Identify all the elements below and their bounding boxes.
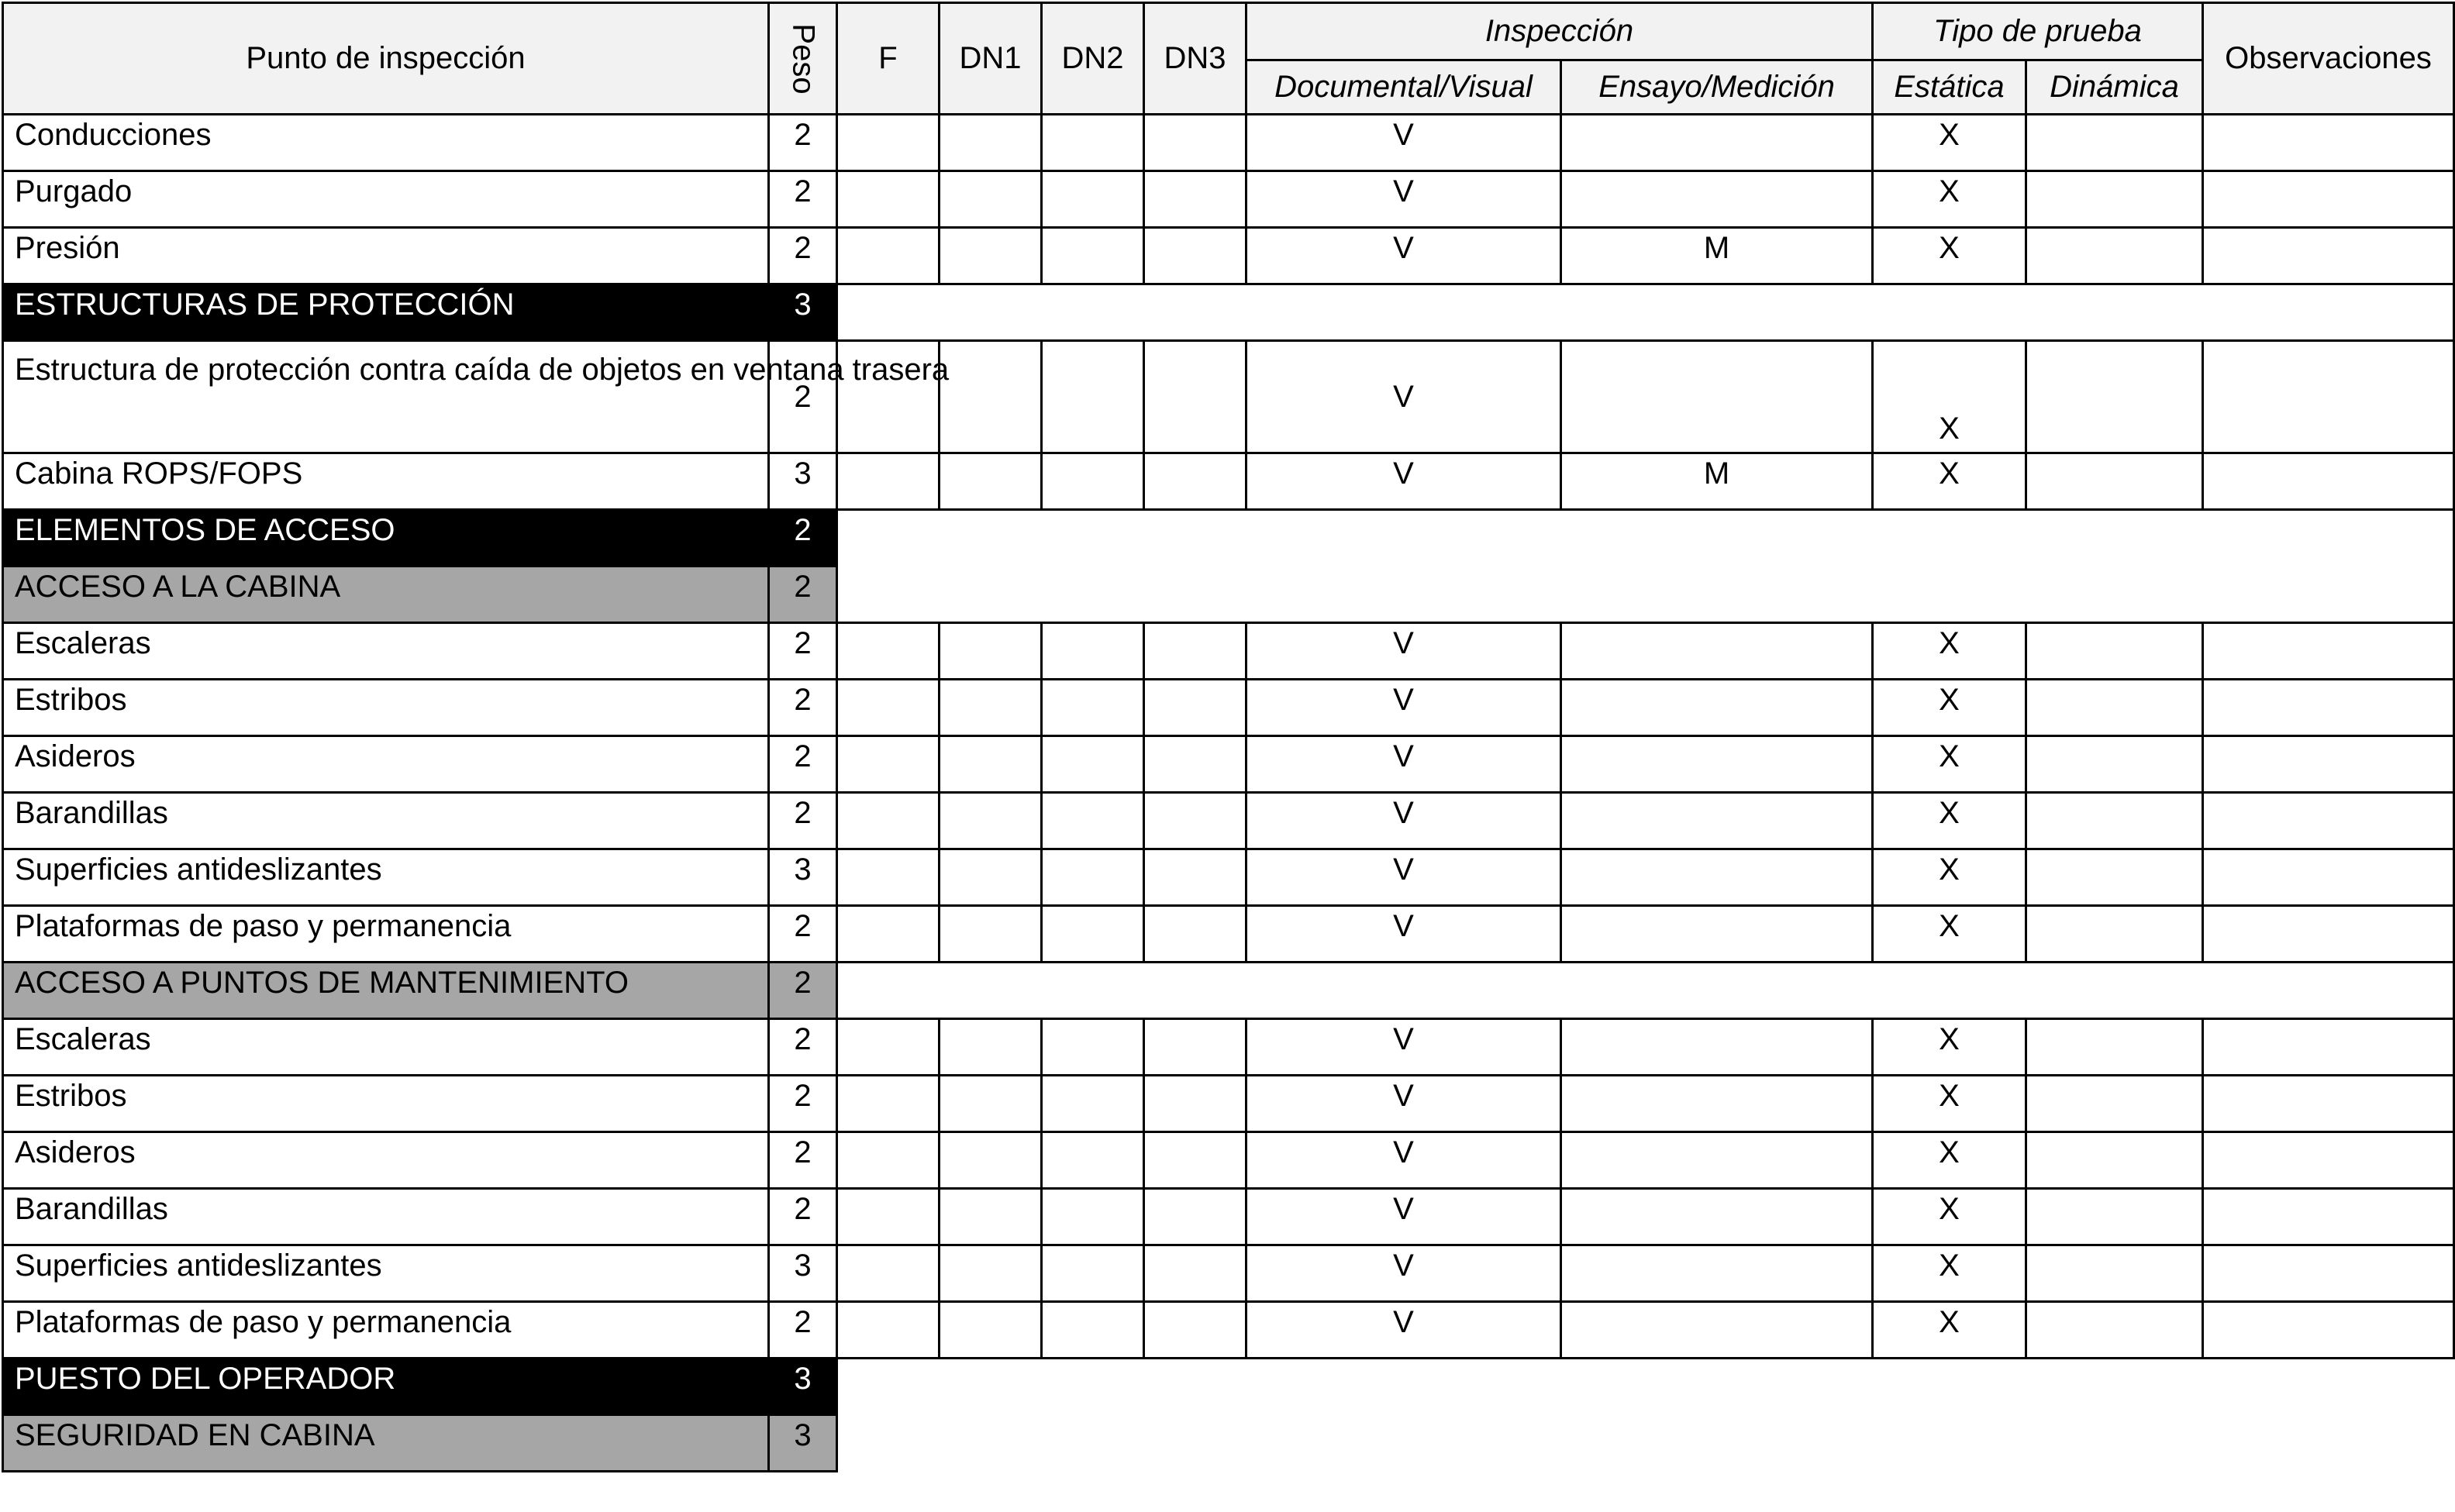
table-row (3, 793, 2454, 849)
item-name: Estribos (3, 680, 769, 736)
cell-dn1[interactable] (940, 736, 1042, 793)
table-row (3, 1019, 2454, 1076)
cell-estatica: X (1873, 1302, 2026, 1359)
item-peso: 2 (769, 341, 837, 453)
cell-dinamica (2026, 793, 2203, 849)
header-inspeccion: Inspección (1246, 3, 1873, 60)
cell-observaciones[interactable] (2203, 1302, 2454, 1359)
cell-dn1[interactable] (940, 228, 1042, 284)
section-title: PUESTO DEL OPERADOR (3, 1359, 769, 1415)
item-peso: 2 (769, 680, 837, 736)
cell-observaciones[interactable] (2203, 171, 2454, 228)
cell-dn3[interactable] (1144, 1132, 1246, 1189)
cell-dn1[interactable] (940, 793, 1042, 849)
cell-dn3[interactable] (1144, 906, 1246, 963)
table-row (3, 1302, 2454, 1359)
cell-estatica: X (1873, 453, 2026, 510)
cell-dn2[interactable] (1042, 680, 1144, 736)
item-peso: 3 (769, 849, 837, 906)
cell-visual: V (1246, 849, 1561, 906)
cell-dn2[interactable] (1042, 736, 1144, 793)
cell-dinamica (2026, 453, 2203, 510)
cell-dn2[interactable] (1042, 453, 1144, 510)
table-row (3, 906, 2454, 963)
cell-dn2[interactable] (1042, 228, 1144, 284)
cell-dn2[interactable] (1042, 1302, 1144, 1359)
cell-dn2[interactable] (1042, 1076, 1144, 1132)
cell-medicion (1561, 736, 1873, 793)
cell-visual: V (1246, 1302, 1561, 1359)
cell-estatica: X (1873, 849, 2026, 906)
header-dn2: DN2 (1042, 3, 1144, 115)
table-row (3, 1189, 2454, 1245)
section-blank (837, 510, 2454, 623)
subsection-title: ACCESO A PUNTOS DE MANTENIMIENTO (3, 963, 769, 1019)
cell-estatica: X (1873, 680, 2026, 736)
inspection-table (2, 2, 2455, 1472)
cell-medicion: M (1561, 228, 1873, 284)
item-name: Purgado (3, 171, 769, 228)
item-name: Superficies antideslizantes (3, 1245, 769, 1302)
table-row (3, 1076, 2454, 1132)
header-estatica: Estática (1873, 60, 2026, 115)
cell-medicion (1561, 115, 1873, 171)
item-name: Plataformas de paso y permanencia (3, 906, 769, 963)
cell-observaciones[interactable] (2203, 623, 2454, 680)
cell-estatica: X (1873, 793, 2026, 849)
table-row (3, 623, 2454, 680)
cell-dinamica (2026, 1019, 2203, 1076)
cell-dn3[interactable] (1144, 849, 1246, 906)
cell-dn2[interactable] (1042, 1189, 1144, 1245)
section-row (3, 284, 2454, 341)
cell-medicion (1561, 849, 1873, 906)
cell-visual: V (1246, 1189, 1561, 1245)
item-peso: 2 (769, 228, 837, 284)
cell-visual: V (1246, 623, 1561, 680)
section-blank (837, 284, 2454, 341)
cell-f[interactable] (837, 1076, 940, 1132)
cell-observaciones[interactable] (2203, 1076, 2454, 1132)
cell-dn3[interactable] (1144, 171, 1246, 228)
cell-f[interactable] (837, 736, 940, 793)
cell-medicion: M (1561, 453, 1873, 510)
cell-dn1[interactable] (940, 680, 1042, 736)
item-peso: 2 (769, 1189, 837, 1245)
cell-dn3[interactable] (1144, 341, 1246, 453)
cell-dinamica (2026, 228, 2203, 284)
table-row (3, 453, 2454, 510)
cell-dn1[interactable] (940, 453, 1042, 510)
item-name: Conducciones (3, 115, 769, 171)
cell-dn2[interactable] (1042, 1132, 1144, 1189)
cell-dinamica (2026, 1245, 2203, 1302)
cell-f[interactable] (837, 171, 940, 228)
cell-medicion (1561, 341, 1873, 453)
table-row (3, 680, 2454, 736)
cell-dn3[interactable] (1144, 623, 1246, 680)
table-row (3, 1245, 2454, 1302)
item-name: Asideros (3, 736, 769, 793)
header-dn3: DN3 (1144, 3, 1246, 115)
item-name: Barandillas (3, 1189, 769, 1245)
subsection-peso: 3 (769, 1415, 837, 1472)
table-row (3, 849, 2454, 906)
item-peso: 2 (769, 171, 837, 228)
header-peso (769, 3, 837, 115)
cell-dn3[interactable] (1144, 228, 1246, 284)
cell-medicion (1561, 793, 1873, 849)
cell-observaciones[interactable] (2203, 793, 2454, 849)
cell-f[interactable] (837, 680, 940, 736)
cell-dn3[interactable] (1144, 1019, 1246, 1076)
cell-observaciones[interactable] (2203, 1189, 2454, 1245)
cell-medicion (1561, 1076, 1873, 1132)
cell-dn3[interactable] (1144, 453, 1246, 510)
header-tipo-prueba: Tipo de prueba (1873, 3, 2203, 60)
cell-dinamica (2026, 736, 2203, 793)
cell-dn3[interactable] (1144, 736, 1246, 793)
cell-visual: V (1246, 453, 1561, 510)
cell-visual: V (1246, 171, 1561, 228)
table-row (3, 736, 2454, 793)
item-peso: 2 (769, 1076, 837, 1132)
cell-dinamica (2026, 623, 2203, 680)
cell-f[interactable] (837, 849, 940, 906)
item-name: Escaleras (3, 623, 769, 680)
cell-visual: V (1246, 680, 1561, 736)
section-row (3, 1359, 2454, 1415)
cell-medicion (1561, 171, 1873, 228)
item-name: Estructura de protección contra caída de objetos en ventana trasera (3, 341, 769, 453)
cell-dn1[interactable] (940, 1019, 1042, 1076)
item-name: Plataformas de paso y permanencia (3, 1302, 769, 1359)
cell-dn2[interactable] (1042, 793, 1144, 849)
cell-dn2[interactable] (1042, 906, 1144, 963)
cell-f[interactable] (837, 1189, 940, 1245)
section-row (3, 510, 2454, 567)
cell-estatica: X (1873, 1245, 2026, 1302)
cell-estatica: X (1873, 1076, 2026, 1132)
cell-observaciones[interactable] (2203, 341, 2454, 453)
cell-visual: V (1246, 906, 1561, 963)
section-peso: 3 (769, 284, 837, 341)
cell-dn2[interactable] (1042, 1019, 1144, 1076)
cell-dn3[interactable] (1144, 1302, 1246, 1359)
subsection-peso: 2 (769, 567, 837, 623)
cell-observaciones[interactable] (2203, 1132, 2454, 1189)
cell-f[interactable] (837, 906, 940, 963)
cell-dinamica (2026, 341, 2203, 453)
cell-dn3[interactable] (1144, 680, 1246, 736)
cell-visual: V (1246, 793, 1561, 849)
cell-dn2[interactable] (1042, 849, 1144, 906)
cell-dn2[interactable] (1042, 1245, 1144, 1302)
cell-medicion (1561, 1245, 1873, 1302)
cell-dinamica (2026, 1132, 2203, 1189)
cell-observaciones[interactable] (2203, 1019, 2454, 1076)
cell-f[interactable] (837, 1245, 940, 1302)
item-name: Presión (3, 228, 769, 284)
item-name: Superficies antideslizantes (3, 849, 769, 906)
item-peso: 2 (769, 1302, 837, 1359)
item-peso: 2 (769, 1132, 837, 1189)
cell-dn3[interactable] (1144, 1189, 1246, 1245)
cell-dinamica (2026, 1189, 2203, 1245)
table-row (3, 228, 2454, 284)
cell-visual: V (1246, 1132, 1561, 1189)
cell-medicion (1561, 906, 1873, 963)
table-row (3, 115, 2454, 171)
cell-medicion (1561, 1019, 1873, 1076)
cell-observaciones[interactable] (2203, 736, 2454, 793)
cell-dn1[interactable] (940, 1132, 1042, 1189)
cell-observaciones[interactable] (2203, 849, 2454, 906)
cell-dn3[interactable] (1144, 1076, 1246, 1132)
item-peso: 2 (769, 115, 837, 171)
item-peso: 3 (769, 453, 837, 510)
table-header (3, 3, 2454, 115)
cell-f[interactable] (837, 228, 940, 284)
cell-f[interactable] (837, 115, 940, 171)
cell-visual: V (1246, 1019, 1561, 1076)
cell-dn2[interactable] (1042, 623, 1144, 680)
item-peso: 3 (769, 1245, 837, 1302)
cell-dn1[interactable] (940, 623, 1042, 680)
cell-dinamica (2026, 680, 2203, 736)
cell-observaciones[interactable] (2203, 680, 2454, 736)
header-punto: Punto de inspección (3, 3, 769, 115)
cell-observaciones[interactable] (2203, 115, 2454, 171)
cell-visual: V (1246, 736, 1561, 793)
header-dinamica: Dinámica (2026, 60, 2203, 115)
item-name: Estribos (3, 1076, 769, 1132)
cell-dn1[interactable] (940, 906, 1042, 963)
item-name: Asideros (3, 1132, 769, 1189)
cell-medicion (1561, 1132, 1873, 1189)
cell-visual: V (1246, 228, 1561, 284)
cell-observaciones[interactable] (2203, 228, 2454, 284)
cell-dn3[interactable] (1144, 793, 1246, 849)
cell-f[interactable] (837, 1019, 940, 1076)
cell-dn1[interactable] (940, 849, 1042, 906)
item-peso: 2 (769, 623, 837, 680)
header-dn1: DN1 (940, 3, 1042, 115)
cell-dn3[interactable] (1144, 115, 1246, 171)
cell-dn2[interactable] (1042, 341, 1144, 453)
cell-medicion (1561, 1302, 1873, 1359)
cell-estatica: X (1873, 906, 2026, 963)
cell-dn1[interactable] (940, 171, 1042, 228)
cell-dinamica (2026, 906, 2203, 963)
cell-dinamica (2026, 115, 2203, 171)
cell-medicion (1561, 1189, 1873, 1245)
section-blank (837, 963, 2454, 1019)
cell-dn1[interactable] (940, 1076, 1042, 1132)
cell-dinamica (2026, 1076, 2203, 1132)
cell-estatica: X (1873, 1189, 2026, 1245)
header-observaciones: Observaciones (2203, 3, 2454, 115)
item-name: Barandillas (3, 793, 769, 849)
section-peso: 3 (769, 1359, 837, 1415)
cell-dn2[interactable] (1042, 115, 1144, 171)
cell-visual: V (1246, 115, 1561, 171)
header-documental-visual: Documental/Visual (1246, 60, 1561, 115)
cell-estatica: X (1873, 623, 2026, 680)
cell-estatica: X (1873, 171, 2026, 228)
subsection-row (3, 963, 2454, 1019)
item-peso: 2 (769, 736, 837, 793)
cell-dn1[interactable] (940, 1302, 1042, 1359)
cell-dinamica (2026, 849, 2203, 906)
cell-visual: V (1246, 1076, 1561, 1132)
header-f: F (837, 3, 940, 115)
subsection-peso: 2 (769, 963, 837, 1019)
subsection-title: SEGURIDAD EN CABINA (3, 1415, 769, 1472)
item-peso: 2 (769, 906, 837, 963)
cell-visual: V (1246, 341, 1561, 453)
cell-dn1[interactable] (940, 1189, 1042, 1245)
section-title: ELEMENTOS DE ACCESO (3, 510, 769, 567)
section-blank (837, 1359, 2454, 1472)
cell-medicion (1561, 680, 1873, 736)
cell-estatica: X (1873, 1019, 2026, 1076)
subsection-title: ACCESO A LA CABINA (3, 567, 769, 623)
item-peso: 2 (769, 1019, 837, 1076)
header-peso-label: Peso (786, 22, 820, 95)
cell-dinamica (2026, 1302, 2203, 1359)
cell-estatica: X (1873, 115, 2026, 171)
cell-dn1[interactable] (940, 341, 1042, 453)
cell-dn1[interactable] (940, 1245, 1042, 1302)
cell-observaciones[interactable] (2203, 453, 2454, 510)
cell-dinamica (2026, 171, 2203, 228)
item-peso: 2 (769, 793, 837, 849)
cell-dn2[interactable] (1042, 171, 1144, 228)
cell-estatica: X (1873, 1132, 2026, 1189)
cell-f[interactable] (837, 1132, 940, 1189)
item-name: Escaleras (3, 1019, 769, 1076)
cell-visual: V (1246, 1245, 1561, 1302)
cell-estatica: X (1873, 228, 2026, 284)
header-ensayo-medicion: Ensayo/Medición (1561, 60, 1873, 115)
table-row (3, 1132, 2454, 1189)
cell-estatica: X (1873, 341, 2026, 453)
section-peso: 2 (769, 510, 837, 567)
item-name: Cabina ROPS/FOPS (3, 453, 769, 510)
cell-f[interactable] (837, 623, 940, 680)
cell-dn1[interactable] (940, 115, 1042, 171)
section-title: ESTRUCTURAS DE PROTECCIÓN (3, 284, 769, 341)
cell-observaciones[interactable] (2203, 906, 2454, 963)
cell-dn3[interactable] (1144, 1245, 1246, 1302)
cell-observaciones[interactable] (2203, 1245, 2454, 1302)
cell-medicion (1561, 623, 1873, 680)
cell-f[interactable] (837, 453, 940, 510)
cell-f[interactable] (837, 793, 940, 849)
cell-estatica: X (1873, 736, 2026, 793)
table-row (3, 341, 2454, 453)
table-body (3, 115, 2454, 1472)
table-row (3, 171, 2454, 228)
cell-f[interactable] (837, 1302, 940, 1359)
